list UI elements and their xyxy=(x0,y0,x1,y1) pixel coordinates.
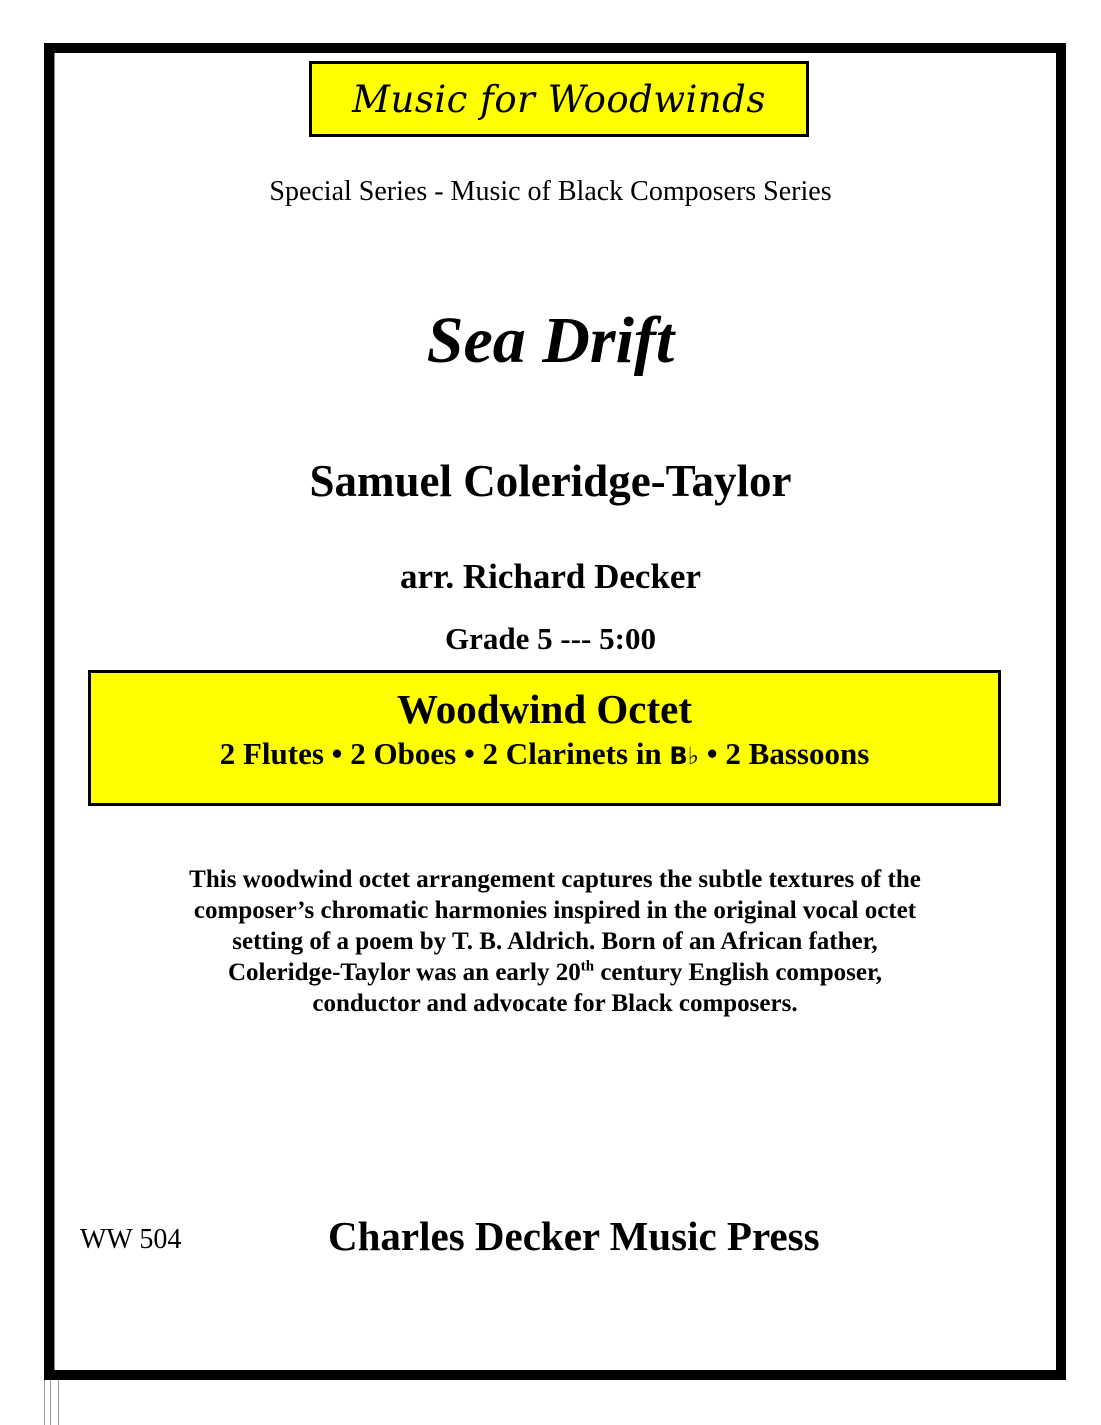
instrumentation-text-part2: • 2 Bassoons xyxy=(699,736,870,771)
description-line-5: conductor and advocate for Black composers. xyxy=(312,990,798,1017)
description-line-4-end: century English composer, xyxy=(594,959,883,986)
catalog-number: WW 504 xyxy=(80,1224,182,1255)
grade-duration: Grade 5 --- 5:00 xyxy=(445,621,656,656)
description-line-1: This woodwind octet arrangement captures the subtle textures of the xyxy=(189,866,921,893)
description-line-4 xyxy=(110,957,1000,988)
ordinal-superscript: th xyxy=(580,958,595,975)
publisher-name: Charles Decker Music Press xyxy=(328,1213,820,1259)
description-line-2: composer’s chromatic harmonies inspired in the original vocal octet xyxy=(193,897,917,924)
composer-name: Samuel Coleridge-Taylor xyxy=(309,456,792,506)
description-line-3: setting of a poem by T. B. Aldrich. Born of an African father, xyxy=(232,928,878,955)
description-paragraph xyxy=(110,864,1000,1019)
ensemble-title: Woodwind Octet xyxy=(397,686,692,732)
piece-title: Sea Drift xyxy=(426,304,675,377)
series-banner xyxy=(309,61,809,137)
subseries-line: Special Series - Music of Black Composers Series xyxy=(269,176,832,207)
frame-inner-rule xyxy=(54,53,55,1370)
instrumentation-text-part1: 2 Flutes • 2 Oboes • 2 Clarinets in xyxy=(219,736,670,771)
instrumentation-line xyxy=(91,736,998,772)
series-label: Music for Woodwinds xyxy=(352,77,766,121)
ensemble-banner xyxy=(88,670,1001,806)
description-line-4-start: Coleridge-Taylor was an early 20 xyxy=(227,959,581,986)
b-flat-key: B♭ xyxy=(669,742,700,770)
frame-edge-rules xyxy=(44,1380,62,1425)
arranger-credit: arr. Richard Decker xyxy=(400,557,701,596)
